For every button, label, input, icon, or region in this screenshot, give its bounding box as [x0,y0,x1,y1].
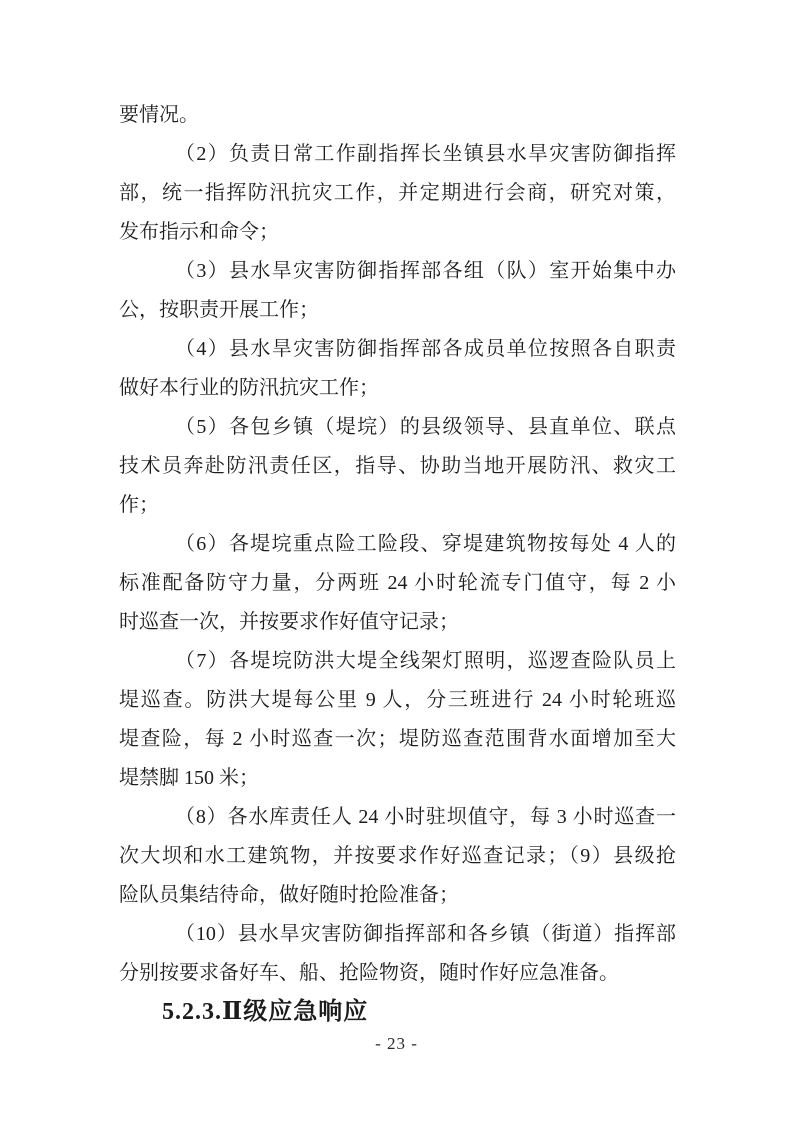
body-line: 分别按要求备好车、船、抢险物资，随时作好应急准备。 [119,962,619,984]
body-line: （5）各包乡镇（堤垸）的县级领导、县直单位、联点 [175,416,676,438]
body-line: 技术员奔赴防汛责任区，指导、协助当地开展防汛、救灾工 [119,455,676,477]
body-line: 标准配备防守力量，分两班 24 小时轮流专门值守，每 2 小 [119,572,676,594]
page-number: - 23 - [375,1034,418,1053]
body-line: 时巡查一次，并按要求作好值守记录； [119,611,459,633]
section-heading: 5.2.3.Ⅱ级应急响应 [162,999,369,1025]
text-block [119,96,676,1032]
body-line: （10）县水旱灾害防御指挥部和各乡镇（街道）指挥部 [175,923,676,945]
body-line: 要情况。 [119,104,199,126]
body-line: 作； [119,494,159,516]
body-line: 公，按职责开展工作； [119,299,319,321]
body-line: 堤查险，每 2 小时巡查一次；堤防巡查范围背水面增加至大 [119,728,676,750]
body-line: 险队员集结待命，做好随时抢险准备； [119,884,459,906]
body-line: （6）各堤垸重点险工险段、穿堤建筑物按每处 4 人的 [175,533,676,555]
body-line: 发布指示和命令； [119,221,279,243]
body-line: （7）各堤垸防洪大堤全线架灯照明，巡逻查险队员上 [175,650,676,672]
body-line: 堤巡查。防洪大堤每公里 9 人，分三班进行 24 小时轮班巡 [119,689,676,711]
body-line: （3）县水旱灾害防御指挥部各组（队）室开始集中办 [175,260,676,282]
body-line: 堤禁脚 150 米； [119,767,259,789]
body-line: 次大坝和水工建筑物，并按要求作好巡查记录；（9）县级抢 [119,845,676,867]
body-line: 部，统一指挥防汛抗灾工作，并定期进行会商，研究对策， [119,182,676,204]
body-line: （2）负责日常工作副指挥长坐镇县水旱灾害防御指挥 [175,143,676,165]
body-line: （8）各水库责任人 24 小时驻坝值守，每 3 小时巡查一 [175,806,676,828]
body-line: （4）县水旱灾害防御指挥部各成员单位按照各自职责 [175,338,676,360]
body-line: 做好本行业的防汛抗灾工作； [119,377,379,399]
